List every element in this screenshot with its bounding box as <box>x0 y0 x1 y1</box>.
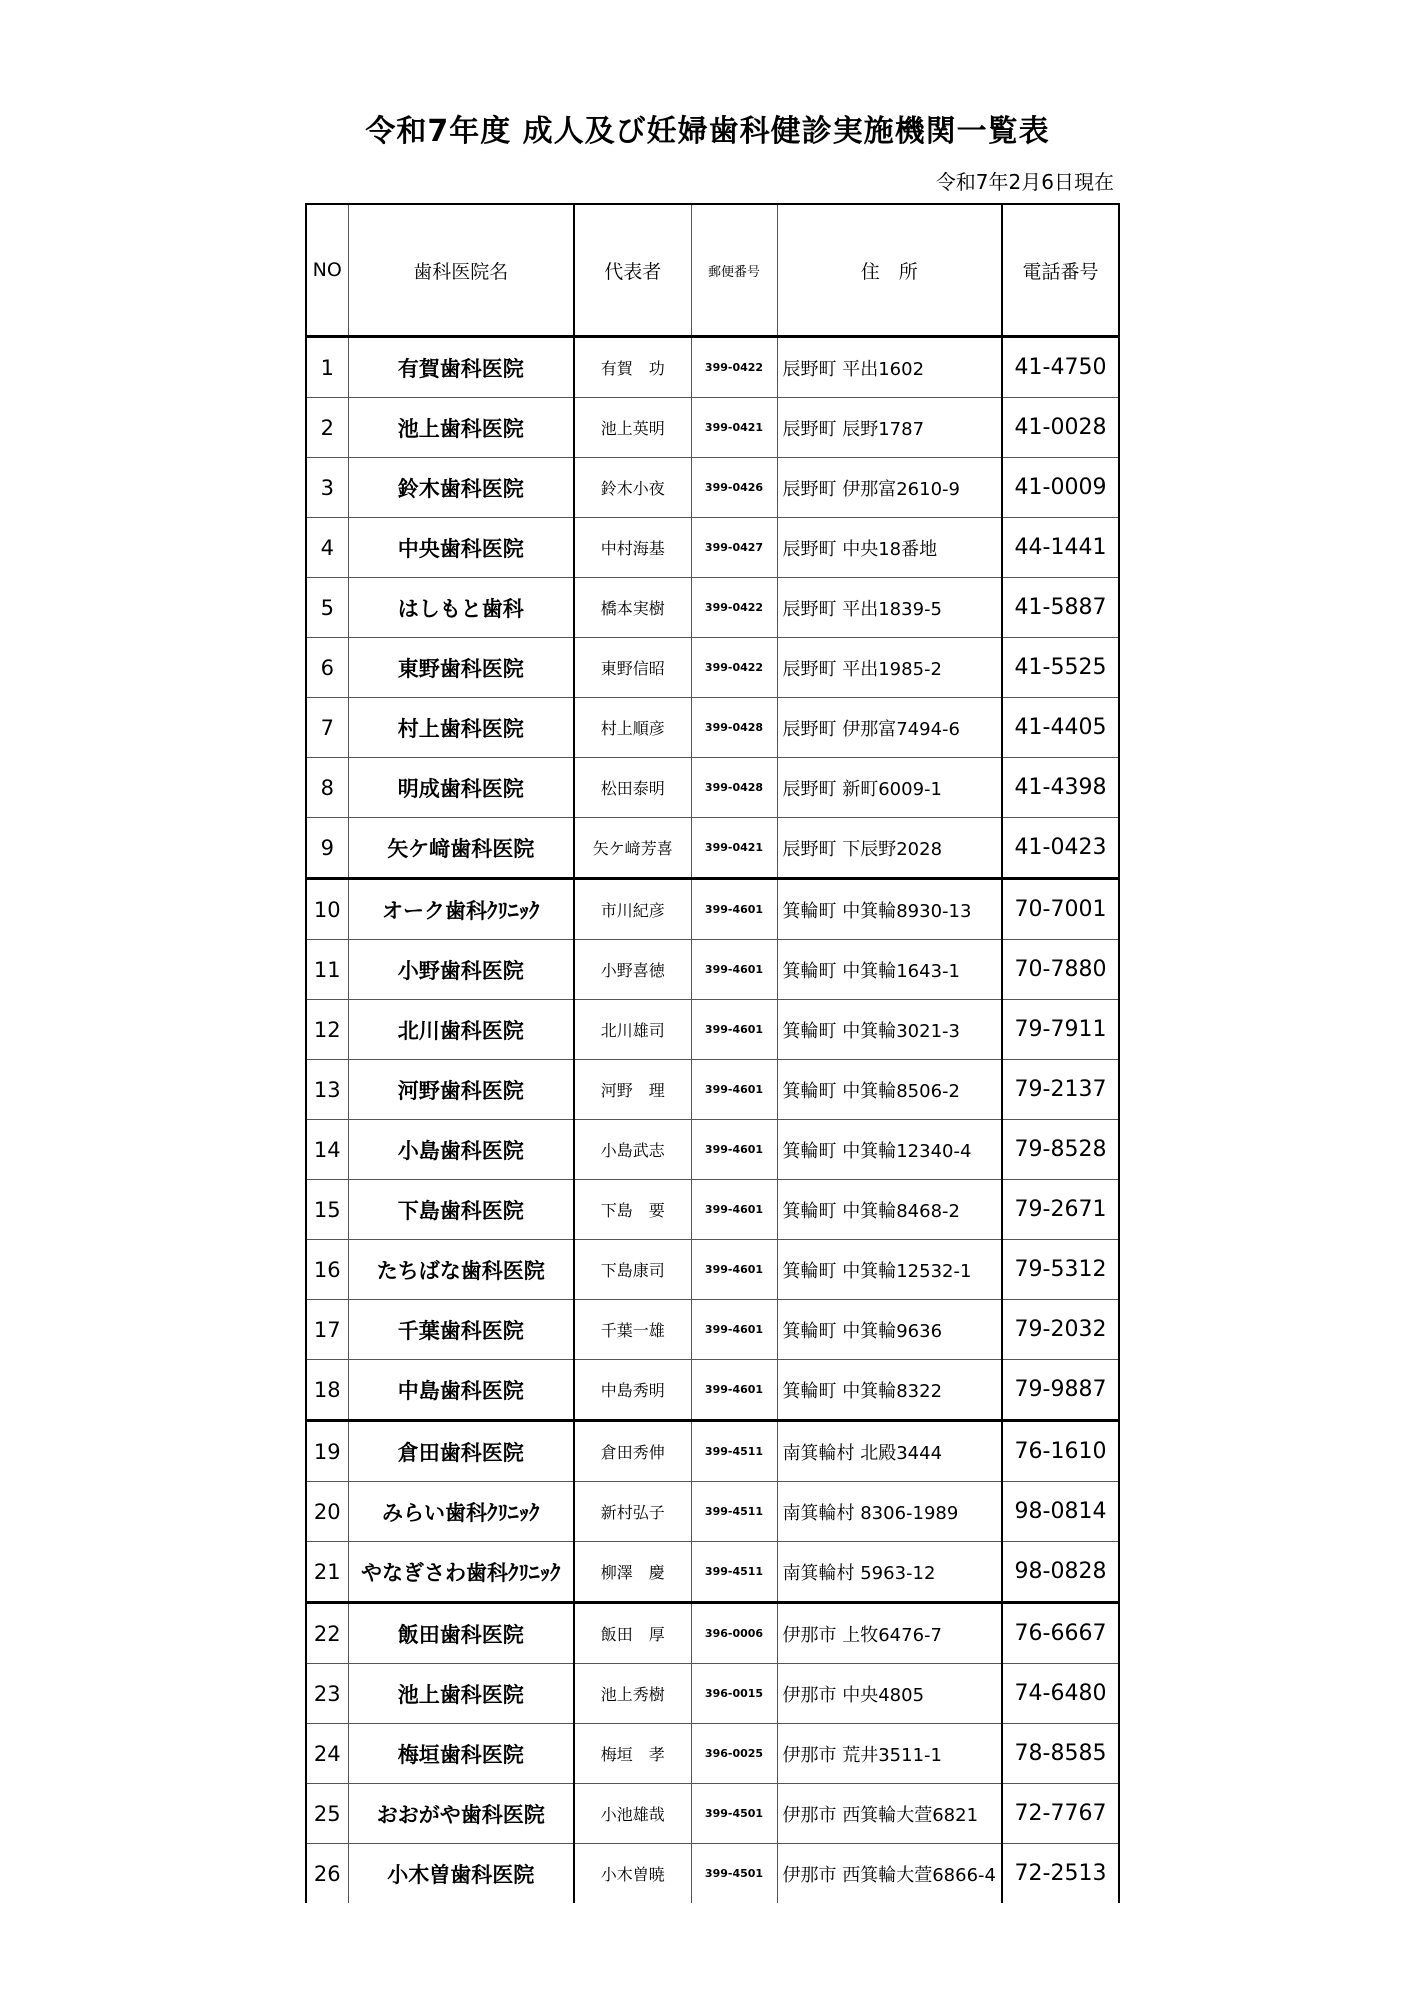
table-row <box>306 1421 1119 1482</box>
address: 辰野町 伊那富7494-6 <box>777 698 1002 758</box>
table-row <box>306 758 1119 818</box>
row-number: 24 <box>306 1724 348 1784</box>
postal-code: 399-0422 <box>691 578 777 638</box>
row-number: 1 <box>306 337 348 398</box>
address: 辰野町 伊那富2610-9 <box>777 458 1002 518</box>
postal-code: 399-4501 <box>691 1844 777 1904</box>
representative: 倉田秀伸 <box>574 1421 691 1482</box>
postal-code: 399-0422 <box>691 638 777 698</box>
representative: 小島武志 <box>574 1120 691 1180</box>
row-number: 26 <box>306 1844 348 1904</box>
clinic-name: 北川歯科医院 <box>348 1000 574 1060</box>
representative: 松田泰明 <box>574 758 691 818</box>
table-row <box>306 458 1119 518</box>
postal-code: 399-0426 <box>691 458 777 518</box>
row-number: 6 <box>306 638 348 698</box>
address: 辰野町 平出1985-2 <box>777 638 1002 698</box>
clinic-name: 小野歯科医院 <box>348 940 574 1000</box>
address: 箕輪町 中箕輪8322 <box>777 1360 1002 1421</box>
phone-number: 41-0423 <box>1002 818 1119 879</box>
table-row <box>306 1603 1119 1664</box>
postal-code: 399-4601 <box>691 940 777 1000</box>
row-number: 18 <box>306 1360 348 1421</box>
representative: 矢ケ﨑芳喜 <box>574 818 691 879</box>
address: 箕輪町 中箕輪12532-1 <box>777 1240 1002 1300</box>
postal-code: 399-0421 <box>691 398 777 458</box>
clinic-name: 小島歯科医院 <box>348 1120 574 1180</box>
address: 箕輪町 中箕輪1643-1 <box>777 940 1002 1000</box>
representative: 梅垣 孝 <box>574 1724 691 1784</box>
row-number: 12 <box>306 1000 348 1060</box>
address: 伊那市 荒井3511-1 <box>777 1724 1002 1784</box>
table-row <box>306 1542 1119 1603</box>
representative: 東野信昭 <box>574 638 691 698</box>
representative: 下島 要 <box>574 1180 691 1240</box>
phone-number: 76-6667 <box>1002 1603 1119 1664</box>
postal-code: 399-4511 <box>691 1482 777 1542</box>
clinic-name: 中央歯科医院 <box>348 518 574 578</box>
table-row <box>306 1664 1119 1724</box>
header-postal-code: 郵便番号 <box>691 204 777 337</box>
phone-number: 72-7767 <box>1002 1784 1119 1844</box>
clinic-name: 小木曽歯科医院 <box>348 1844 574 1904</box>
phone-number: 44-1441 <box>1002 518 1119 578</box>
table-row <box>306 879 1119 940</box>
table-header-row <box>306 204 1119 337</box>
row-number: 19 <box>306 1421 348 1482</box>
row-number: 5 <box>306 578 348 638</box>
table-row <box>306 337 1119 398</box>
row-number: 10 <box>306 879 348 940</box>
representative: 有賀 功 <box>574 337 691 398</box>
postal-code: 396-0025 <box>691 1724 777 1784</box>
clinic-name: 河野歯科医院 <box>348 1060 574 1120</box>
representative: 下島康司 <box>574 1240 691 1300</box>
address: 南箕輪村 5963-12 <box>777 1542 1002 1603</box>
table-row <box>306 1482 1119 1542</box>
clinic-name: 飯田歯科医院 <box>348 1603 574 1664</box>
address: 伊那市 上牧6476-7 <box>777 1603 1002 1664</box>
row-number: 15 <box>306 1180 348 1240</box>
postal-code: 399-0421 <box>691 818 777 879</box>
address: 箕輪町 中箕輪8468-2 <box>777 1180 1002 1240</box>
representative: 柳澤 慶 <box>574 1542 691 1603</box>
postal-code: 399-0427 <box>691 518 777 578</box>
representative: 村上順彦 <box>574 698 691 758</box>
table-row <box>306 818 1119 879</box>
clinic-name: 千葉歯科医院 <box>348 1300 574 1360</box>
phone-number: 79-2671 <box>1002 1180 1119 1240</box>
table-row <box>306 940 1119 1000</box>
phone-number: 79-8528 <box>1002 1120 1119 1180</box>
phone-number: 41-4405 <box>1002 698 1119 758</box>
representative: 飯田 厚 <box>574 1603 691 1664</box>
row-number: 3 <box>306 458 348 518</box>
page-title: 令和7年度 成人及び妊婦歯科健診実施機関一覧表 <box>365 114 1050 149</box>
table-row <box>306 1180 1119 1240</box>
postal-code: 399-4601 <box>691 1120 777 1180</box>
phone-number: 72-2513 <box>1002 1844 1119 1904</box>
phone-number: 70-7880 <box>1002 940 1119 1000</box>
table-row <box>306 1300 1119 1360</box>
postal-code: 399-0428 <box>691 698 777 758</box>
representative: 市川紀彦 <box>574 879 691 940</box>
row-number: 4 <box>306 518 348 578</box>
representative: 北川雄司 <box>574 1000 691 1060</box>
address: 伊那市 西箕輪大萱6821 <box>777 1784 1002 1844</box>
clinic-name: 池上歯科医院 <box>348 398 574 458</box>
address: 南箕輪村 北殿3444 <box>777 1421 1002 1482</box>
phone-number: 79-2032 <box>1002 1300 1119 1360</box>
postal-code: 399-0428 <box>691 758 777 818</box>
postal-code: 399-4601 <box>691 1180 777 1240</box>
row-number: 8 <box>306 758 348 818</box>
clinic-name: 東野歯科医院 <box>348 638 574 698</box>
row-number: 21 <box>306 1542 348 1603</box>
representative: 池上秀樹 <box>574 1664 691 1724</box>
postal-code: 399-0422 <box>691 337 777 398</box>
address: 辰野町 平出1839-5 <box>777 578 1002 638</box>
clinic-name: やなぎさわ歯科ｸﾘﾆｯｸ <box>348 1542 574 1603</box>
clinic-name: 鈴木歯科医院 <box>348 458 574 518</box>
representative: 小池雄哉 <box>574 1784 691 1844</box>
postal-code: 399-4601 <box>691 1360 777 1421</box>
clinic-name: 明成歯科医院 <box>348 758 574 818</box>
representative: 中村海基 <box>574 518 691 578</box>
phone-number: 79-9887 <box>1002 1360 1119 1421</box>
row-number: 20 <box>306 1482 348 1542</box>
representative: 鈴木小夜 <box>574 458 691 518</box>
address: 箕輪町 中箕輪8506-2 <box>777 1060 1002 1120</box>
row-number: 7 <box>306 698 348 758</box>
postal-code: 399-4601 <box>691 879 777 940</box>
postal-code: 396-0015 <box>691 1664 777 1724</box>
table-row <box>306 1844 1119 1904</box>
table-row <box>306 1784 1119 1844</box>
clinic-name: 池上歯科医院 <box>348 1664 574 1724</box>
table-row <box>306 1240 1119 1300</box>
row-number: 2 <box>306 398 348 458</box>
clinic-name: みらい歯科ｸﾘﾆｯｸ <box>348 1482 574 1542</box>
row-number: 22 <box>306 1603 348 1664</box>
clinic-name: 中島歯科医院 <box>348 1360 574 1421</box>
address: 辰野町 辰野1787 <box>777 398 1002 458</box>
table-row <box>306 1360 1119 1421</box>
representative: 中島秀明 <box>574 1360 691 1421</box>
address: 箕輪町 中箕輪8930-13 <box>777 879 1002 940</box>
phone-number: 79-2137 <box>1002 1060 1119 1120</box>
phone-number: 79-5312 <box>1002 1240 1119 1300</box>
postal-code: 399-4601 <box>691 1060 777 1120</box>
header-phone: 電話番号 <box>1002 204 1119 337</box>
postal-code: 399-4511 <box>691 1542 777 1603</box>
clinic-name: たちばな歯科医院 <box>348 1240 574 1300</box>
representative: 千葉一雄 <box>574 1300 691 1360</box>
postal-code: 399-4511 <box>691 1421 777 1482</box>
row-number: 9 <box>306 818 348 879</box>
phone-number: 78-8585 <box>1002 1724 1119 1784</box>
phone-number: 98-0828 <box>1002 1542 1119 1603</box>
phone-number: 70-7001 <box>1002 879 1119 940</box>
address: 伊那市 西箕輪大萱6866-4 <box>777 1844 1002 1904</box>
representative: 新村弘子 <box>574 1482 691 1542</box>
table-row <box>306 398 1119 458</box>
address: 南箕輪村 8306-1989 <box>777 1482 1002 1542</box>
address: 辰野町 中央18番地 <box>777 518 1002 578</box>
address: 伊那市 中央4805 <box>777 1664 1002 1724</box>
clinic-name: おおがや歯科医院 <box>348 1784 574 1844</box>
phone-number: 74-6480 <box>1002 1664 1119 1724</box>
representative: 河野 理 <box>574 1060 691 1120</box>
address: 辰野町 下辰野2028 <box>777 818 1002 879</box>
table-row <box>306 578 1119 638</box>
address: 辰野町 新町6009-1 <box>777 758 1002 818</box>
postal-code: 399-4501 <box>691 1784 777 1844</box>
address: 箕輪町 中箕輪9636 <box>777 1300 1002 1360</box>
table-row <box>306 1724 1119 1784</box>
row-number: 17 <box>306 1300 348 1360</box>
header-clinic-name: 歯科医院名 <box>348 204 574 337</box>
phone-number: 41-5887 <box>1002 578 1119 638</box>
clinic-name: はしもと歯科 <box>348 578 574 638</box>
row-number: 23 <box>306 1664 348 1724</box>
representative: 池上英明 <box>574 398 691 458</box>
address: 箕輪町 中箕輪12340-4 <box>777 1120 1002 1180</box>
representative: 橋本実樹 <box>574 578 691 638</box>
table-row <box>306 638 1119 698</box>
phone-number: 41-5525 <box>1002 638 1119 698</box>
representative: 小野喜徳 <box>574 940 691 1000</box>
header-address: 住 所 <box>777 204 1002 337</box>
representative: 小木曽暁 <box>574 1844 691 1904</box>
phone-number: 41-4398 <box>1002 758 1119 818</box>
header-no: NO <box>306 204 348 337</box>
as-of-date: 令和7年2月6日現在 <box>935 170 1114 194</box>
phone-number: 41-4750 <box>1002 337 1119 398</box>
row-number: 13 <box>306 1060 348 1120</box>
clinic-name: 下島歯科医院 <box>348 1180 574 1240</box>
clinic-name: 矢ケ﨑歯科医院 <box>348 818 574 879</box>
row-number: 11 <box>306 940 348 1000</box>
table-row <box>306 518 1119 578</box>
postal-code: 396-0006 <box>691 1603 777 1664</box>
address: 辰野町 平出1602 <box>777 337 1002 398</box>
phone-number: 41-0009 <box>1002 458 1119 518</box>
clinic-name: 有賀歯科医院 <box>348 337 574 398</box>
phone-number: 41-0028 <box>1002 398 1119 458</box>
table-row <box>306 1000 1119 1060</box>
clinic-name: 倉田歯科医院 <box>348 1421 574 1482</box>
clinic-name: 村上歯科医院 <box>348 698 574 758</box>
postal-code: 399-4601 <box>691 1240 777 1300</box>
row-number: 14 <box>306 1120 348 1180</box>
clinic-name: 梅垣歯科医院 <box>348 1724 574 1784</box>
table-row <box>306 1120 1119 1180</box>
clinic-table <box>305 203 1120 1903</box>
header-representative: 代表者 <box>574 204 691 337</box>
postal-code: 399-4601 <box>691 1300 777 1360</box>
clinic-name: オーク歯科ｸﾘﾆｯｸ <box>348 879 574 940</box>
row-number: 16 <box>306 1240 348 1300</box>
phone-number: 79-7911 <box>1002 1000 1119 1060</box>
table-row <box>306 1060 1119 1120</box>
postal-code: 399-4601 <box>691 1000 777 1060</box>
phone-number: 98-0814 <box>1002 1482 1119 1542</box>
table-row <box>306 698 1119 758</box>
phone-number: 76-1610 <box>1002 1421 1119 1482</box>
table-body <box>306 337 1119 1904</box>
row-number: 25 <box>306 1784 348 1844</box>
address: 箕輪町 中箕輪3021-3 <box>777 1000 1002 1060</box>
